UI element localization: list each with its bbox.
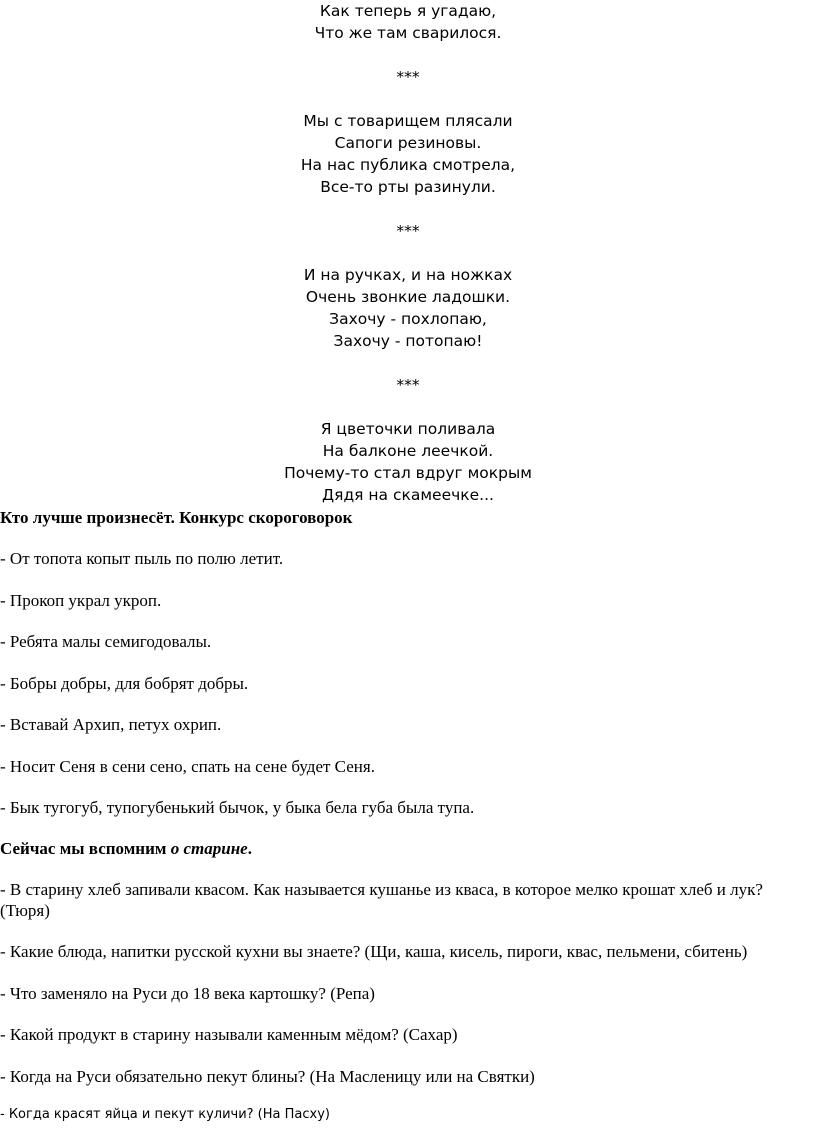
list-item: - Ребята малы семигодовалы. <box>0 632 212 651</box>
poem-line: Как теперь я угадаю, <box>319 2 497 20</box>
poem-line: Почему-то стал вдруг мокрым <box>284 464 532 482</box>
list-item: - Бык тугогуб, тупогубенький бычок, у быка бела губа была тупа. <box>0 798 475 817</box>
stanza-separator: *** <box>396 222 420 240</box>
poem-line: Что же там сварилося. <box>314 24 502 42</box>
poem-line: Дядя на скамеечке... <box>322 486 494 504</box>
poem-line: И на ручках, и на ножках <box>303 266 513 284</box>
question-1-line-2: (Тюря) <box>0 901 50 920</box>
old-times-heading <box>0 838 810 860</box>
tongue-twisters-heading: Кто лучше произнесёт. Конкурс скороговорок <box>0 508 353 527</box>
poem <box>0 0 816 506</box>
stanza-separator: *** <box>396 376 420 394</box>
poem-line: Захочу - похлопаю, <box>329 310 487 328</box>
list-item: - Прокоп украл укроп. <box>0 591 162 610</box>
poem-line: Я цветочки поливала <box>320 420 496 438</box>
question-1-line-1: - В старину хлеб запивали квасом. Как называется кушанье из кваса, в которое мелко крошат хлеб и лук? <box>0 880 763 899</box>
poem-line: Захочу - потопаю! <box>333 332 483 350</box>
question-6: - Когда красят яйца и пекут куличи? (На Пасху) <box>0 1107 330 1122</box>
poem-line: На балконе леечкой. <box>322 442 494 460</box>
list-item: - Бобры добры, для бобрят добры. <box>0 674 249 693</box>
question-3: - Что заменяло на Руси до 18 века картошку? (Репа) <box>0 984 375 1003</box>
poem-line: Сапоги резиновы. <box>334 134 482 152</box>
heading-italic: о старине <box>170 839 248 858</box>
poem-line: Мы с товарищем плясали <box>303 112 513 130</box>
question-5: - Когда на Руси обязательно пекут блины? (На Масленицу или на Святки) <box>0 1067 535 1086</box>
heading-prefix: Сейчас мы вспомним <box>0 839 171 858</box>
stanza-separator: *** <box>396 68 420 86</box>
poem-line: Все-то рты разинули. <box>320 178 496 196</box>
heading-suffix: . <box>247 839 252 858</box>
question-4: - Какой продукт в старину называли каменным мёдом? (Сахар) <box>0 1025 458 1044</box>
list-item: - От топота копыт пыль по полю летит. <box>0 549 284 568</box>
list-item: - Вставай Архип, петух охрип. <box>0 715 222 734</box>
list-item: - Носит Сеня в сени сено, спать на сене будет Сеня. <box>0 757 375 776</box>
poem-line: Очень звонкие ладошки. <box>305 288 511 306</box>
question-2: - Какие блюда, напитки русской кухни вы знаете? (Щи, каша, кисель, пироги, квас, пельмени, сбитень) <box>0 942 748 961</box>
poem-line: На нас публика смотрела, <box>300 156 516 174</box>
